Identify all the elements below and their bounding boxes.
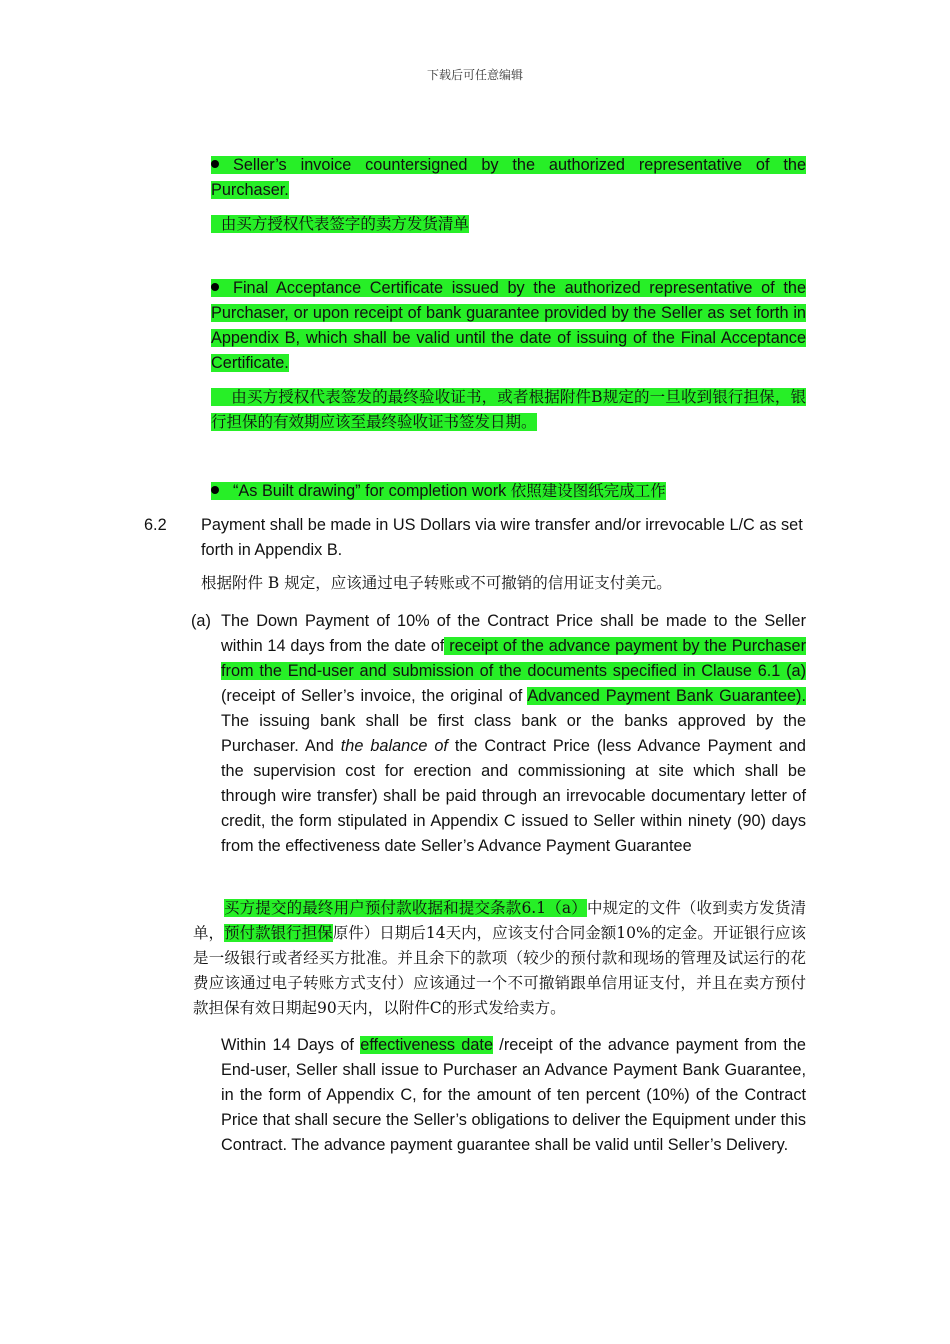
advance-text-1: Within 14 Days of (221, 1036, 361, 1054)
clause-a-highlight-2: Advanced Payment Bank Guarantee). (527, 687, 806, 705)
clause-marker: (a) (191, 612, 211, 630)
clause-a-highlight-1: receipt of the advance payment by the Purchaser from the End-user and submission of the documents specified in Clause 6.1 (a) (221, 637, 806, 680)
bullet-final-acceptance-en: Final Acceptance Certificate issued by the authorized representative of the Purchaser, or upon receipt of bank guarantee provided by the Seller as set forth in Appendix B, which shall be valid until the date of issuing of the Final Acceptance Certificate. (211, 279, 806, 372)
advance-guarantee-paragraph (221, 1033, 806, 1158)
clause-a-text-2: (receipt of Seller’s invoice, the original of (221, 687, 528, 705)
bullet-final-acceptance-cn-text: 由买方授权代表签发的最终验收证书，或者根据附件B规定的一旦收到银行担保，银行担保的有效期应该至最终验收证书签发日期。 (211, 388, 806, 431)
clause-a-cn-highlight-1: 买方提交的最终用户预付款收据和提交条款6.1（a） (224, 899, 587, 917)
bullet-invoice-en: Seller’s invoice countersigned by the authorized representative of the Purchaser. (211, 156, 806, 199)
clause-a-cn-highlight-2: 预付款银行担保 (224, 924, 333, 942)
clause-a-en (221, 609, 806, 859)
clause-a-text-3: The issuing bank shall be first class bank or the banks approved by the Purchaser. And (221, 712, 806, 755)
advance-highlight: effectiveness date (360, 1036, 493, 1054)
bullet-dot-icon (211, 283, 219, 291)
clause-a-cn-text-2: 原件）日期后14天内，应该支付合同金额10%的定金。开证银行应该是一级银行或者经买方批准。并且余下的款项（较少的预付款和现场的管理及试运行的花费应该通过电子转账方式支付）应该通过一个不可撤销跟单信用证支付，并且在卖方预付款担保有效日期起90天内，以附件C的形式发给卖方。 (193, 924, 806, 1017)
section-6-2-en: Payment shall be made in US Dollars via wire transfer and/or irrevocable L/C as set forth in Appendix B. (201, 516, 803, 559)
bullet-dot-icon (211, 486, 219, 494)
bullet-dot-icon (211, 160, 219, 168)
bullet-invoice-cn (211, 212, 806, 237)
bullet-invoice-cn-text: 由买方授权代表签字的卖方发货清单 (220, 215, 469, 233)
advance-text-2: /receipt of the advance payment from the End-user, Seller shall issue to Purchaser an Advance Payment Bank Guarantee, in the form of Appendix C, for the amount of ten percent (10%) of the Contract Price that shall secure the Seller’s obligations to deliver the Equipment under this Contract. The advance payment guarantee shall be valid until Seller’s Delivery. (221, 1036, 806, 1154)
clause-a-text-1: The Down Payment of 10% of the Contract Price shall be made to the Seller within 14 days from the date of (221, 612, 806, 655)
bullet-as-built-cn: 依照建设图纸完成工作 (510, 482, 666, 500)
bullet-final-acceptance-cn (211, 385, 806, 435)
clause-a-cn (193, 896, 806, 1021)
bullet-as-built-en: “As Built drawing” for completion work (233, 482, 507, 500)
bullet-invoice (211, 153, 806, 203)
clause-a-text-4: the Contract Price (less Advance Payment and the supervision cost for erection and commissioning at site which shall be through wire transfer) shall be paid through an irrevocable documentary letter of credit, the form stipulated in Appendix C issued to Seller within ninety (90) days from the effectiveness date Seller’s Advance Payment Guarantee (221, 737, 806, 855)
section-number: 6.2 (144, 516, 167, 534)
bullet-final-acceptance (211, 276, 806, 376)
section-6-2-cn: 根据附件 B 规定，应该通过电子转账或不可撤销的信用证支付美元。 (201, 574, 672, 592)
clause-a-emphasis: the balance of (340, 737, 448, 755)
bullet-as-built (211, 479, 806, 504)
page-header: 下载后可任意编辑 (426, 68, 523, 82)
clause-a-cn-text-1: 中规定的文件（收到卖方发货清单， (193, 899, 806, 942)
